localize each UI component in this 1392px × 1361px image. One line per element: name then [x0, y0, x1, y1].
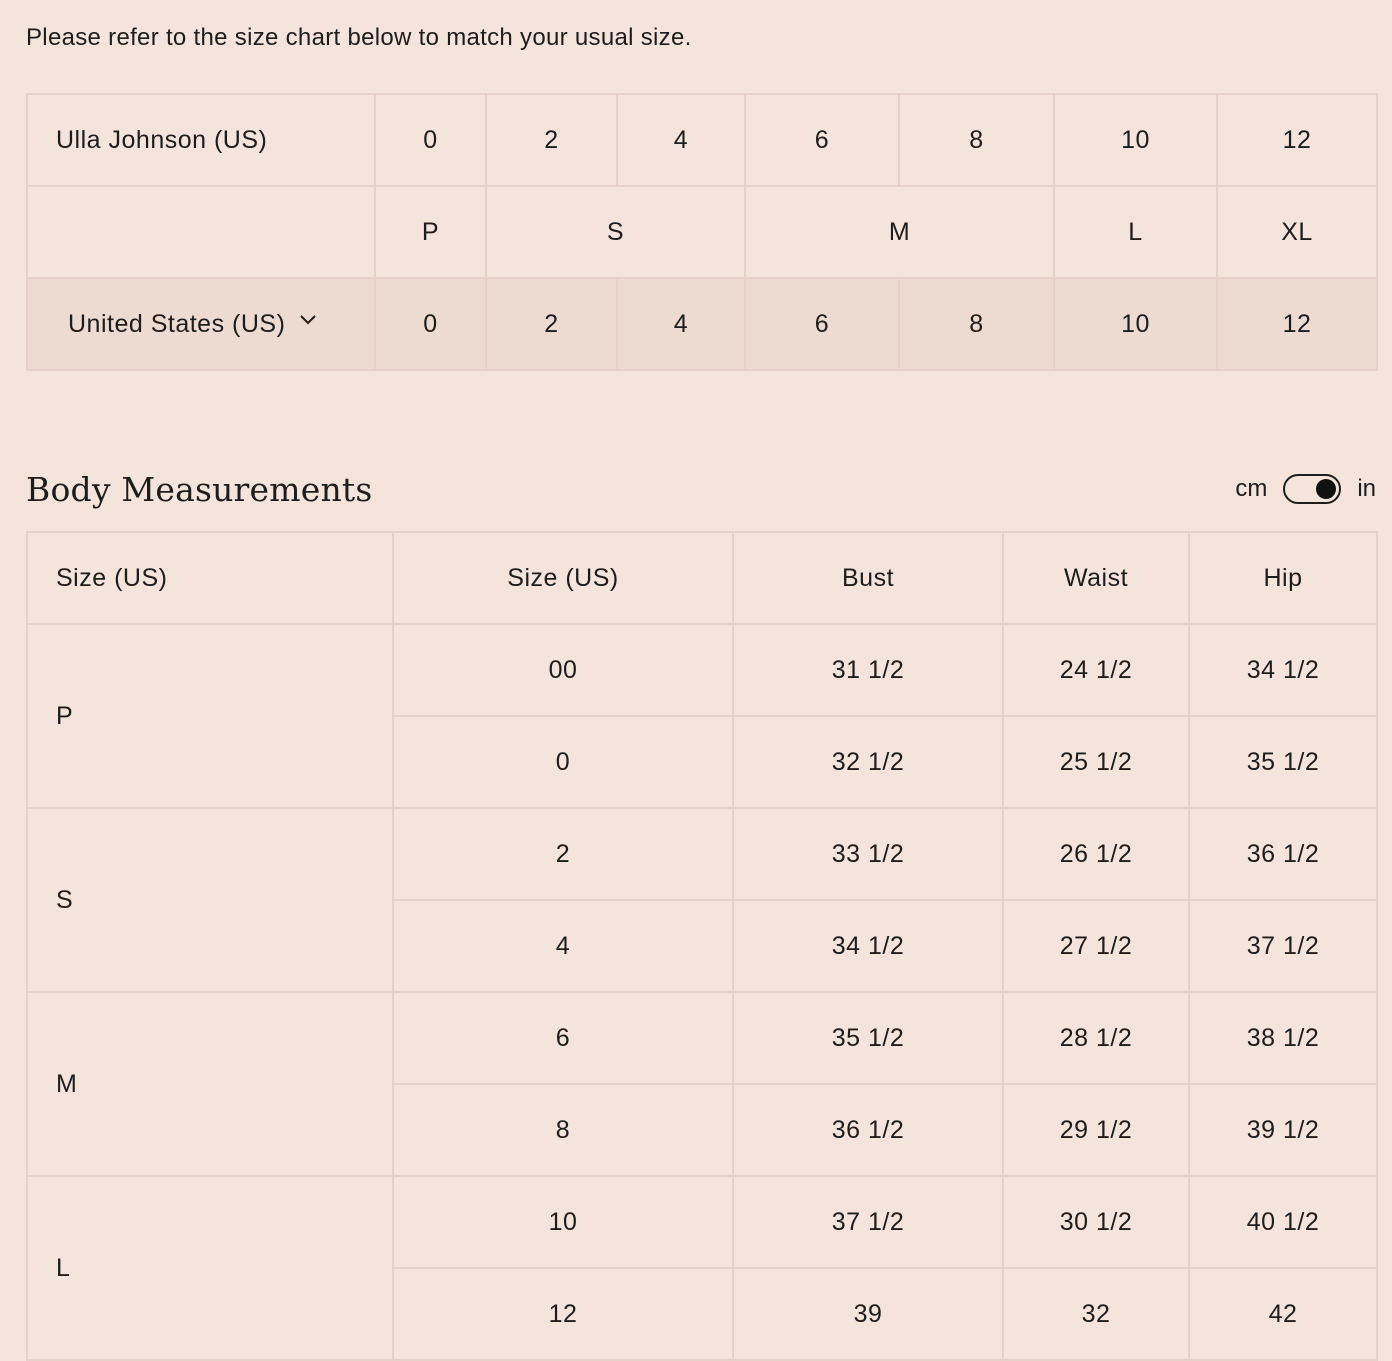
bust-cell: 33 1/2 — [733, 808, 1003, 900]
column-header: Hip — [1189, 532, 1377, 624]
letter-size-cell: M — [745, 186, 1054, 278]
region-select-label: United States (US) — [68, 309, 286, 338]
waist-cell: 29 1/2 — [1003, 1084, 1189, 1176]
table-row — [27, 1176, 1377, 1268]
hip-cell: 35 1/2 — [1189, 716, 1377, 808]
letter-size-cell: L — [1054, 186, 1217, 278]
bust-cell: 31 1/2 — [733, 624, 1003, 716]
region-cell — [27, 278, 375, 370]
size-group-label: L — [27, 1176, 393, 1360]
letter-size-label-empty — [27, 186, 375, 278]
brand-size-row — [27, 94, 1377, 186]
size-cell: 8 — [393, 1084, 733, 1176]
size-group-label: P — [27, 624, 393, 808]
bust-cell: 37 1/2 — [733, 1176, 1003, 1268]
unit-cm-label[interactable]: cm — [1235, 475, 1268, 502]
size-group-label: S — [27, 808, 393, 992]
letter-size-cell: P — [375, 186, 486, 278]
waist-cell: 28 1/2 — [1003, 992, 1189, 1084]
bust-cell: 34 1/2 — [733, 900, 1003, 992]
brand-label: Ulla Johnson (US) — [27, 94, 375, 186]
bust-cell: 39 — [733, 1268, 1003, 1360]
brand-size-cell: 0 — [375, 94, 486, 186]
region-size-cell: 6 — [745, 278, 899, 370]
table-row — [27, 992, 1377, 1084]
hip-cell: 34 1/2 — [1189, 624, 1377, 716]
region-size-cell: 10 — [1054, 278, 1217, 370]
hip-cell: 39 1/2 — [1189, 1084, 1377, 1176]
brand-size-cell: 4 — [617, 94, 745, 186]
unit-in-label[interactable]: in — [1357, 475, 1376, 502]
table-row — [27, 624, 1377, 716]
region-select[interactable] — [56, 310, 317, 339]
unit-switch-knob — [1316, 479, 1336, 499]
intro-text: Please refer to the size chart below to match your usual size. — [26, 24, 692, 51]
waist-cell: 27 1/2 — [1003, 900, 1189, 992]
waist-cell: 26 1/2 — [1003, 808, 1189, 900]
size-cell: 4 — [393, 900, 733, 992]
region-size-cell: 2 — [486, 278, 617, 370]
bust-cell: 35 1/2 — [733, 992, 1003, 1084]
region-size-row — [27, 278, 1377, 370]
hip-cell: 42 — [1189, 1268, 1377, 1360]
size-cell: 12 — [393, 1268, 733, 1360]
table-row — [27, 808, 1377, 900]
waist-cell: 30 1/2 — [1003, 1176, 1189, 1268]
brand-size-cell: 2 — [486, 94, 617, 186]
size-cell: 10 — [393, 1176, 733, 1268]
letter-size-cell: XL — [1217, 186, 1377, 278]
unit-switch[interactable] — [1283, 474, 1341, 504]
column-header: Size (US) — [393, 532, 733, 624]
brand-size-cell: 8 — [899, 94, 1054, 186]
hip-cell: 36 1/2 — [1189, 808, 1377, 900]
waist-cell: 25 1/2 — [1003, 716, 1189, 808]
column-header: Size (US) — [27, 532, 393, 624]
hip-cell: 37 1/2 — [1189, 900, 1377, 992]
size-cell: 00 — [393, 624, 733, 716]
size-cell: 0 — [393, 716, 733, 808]
hip-cell: 38 1/2 — [1189, 992, 1377, 1084]
chevron-down-icon — [299, 313, 317, 327]
waist-cell: 32 — [1003, 1268, 1189, 1360]
bust-cell: 32 1/2 — [733, 716, 1003, 808]
measurements-header-row — [27, 532, 1377, 624]
unit-toggle — [1235, 474, 1376, 504]
region-size-cell: 4 — [617, 278, 745, 370]
body-measurements-table — [26, 531, 1378, 1361]
region-size-cell: 12 — [1217, 278, 1377, 370]
hip-cell: 40 1/2 — [1189, 1176, 1377, 1268]
region-size-cell: 0 — [375, 278, 486, 370]
column-header: Waist — [1003, 532, 1189, 624]
size-group-label: M — [27, 992, 393, 1176]
brand-size-cell: 6 — [745, 94, 899, 186]
waist-cell: 24 1/2 — [1003, 624, 1189, 716]
column-header: Bust — [733, 532, 1003, 624]
size-conversion-table — [26, 93, 1378, 371]
size-cell: 2 — [393, 808, 733, 900]
region-size-cell: 8 — [899, 278, 1054, 370]
brand-size-cell: 10 — [1054, 94, 1217, 186]
bust-cell: 36 1/2 — [733, 1084, 1003, 1176]
letter-size-row — [27, 186, 1377, 278]
body-measurements-title: Body Measurements — [26, 470, 373, 509]
size-cell: 6 — [393, 992, 733, 1084]
brand-size-cell: 12 — [1217, 94, 1377, 186]
letter-size-cell: S — [486, 186, 745, 278]
